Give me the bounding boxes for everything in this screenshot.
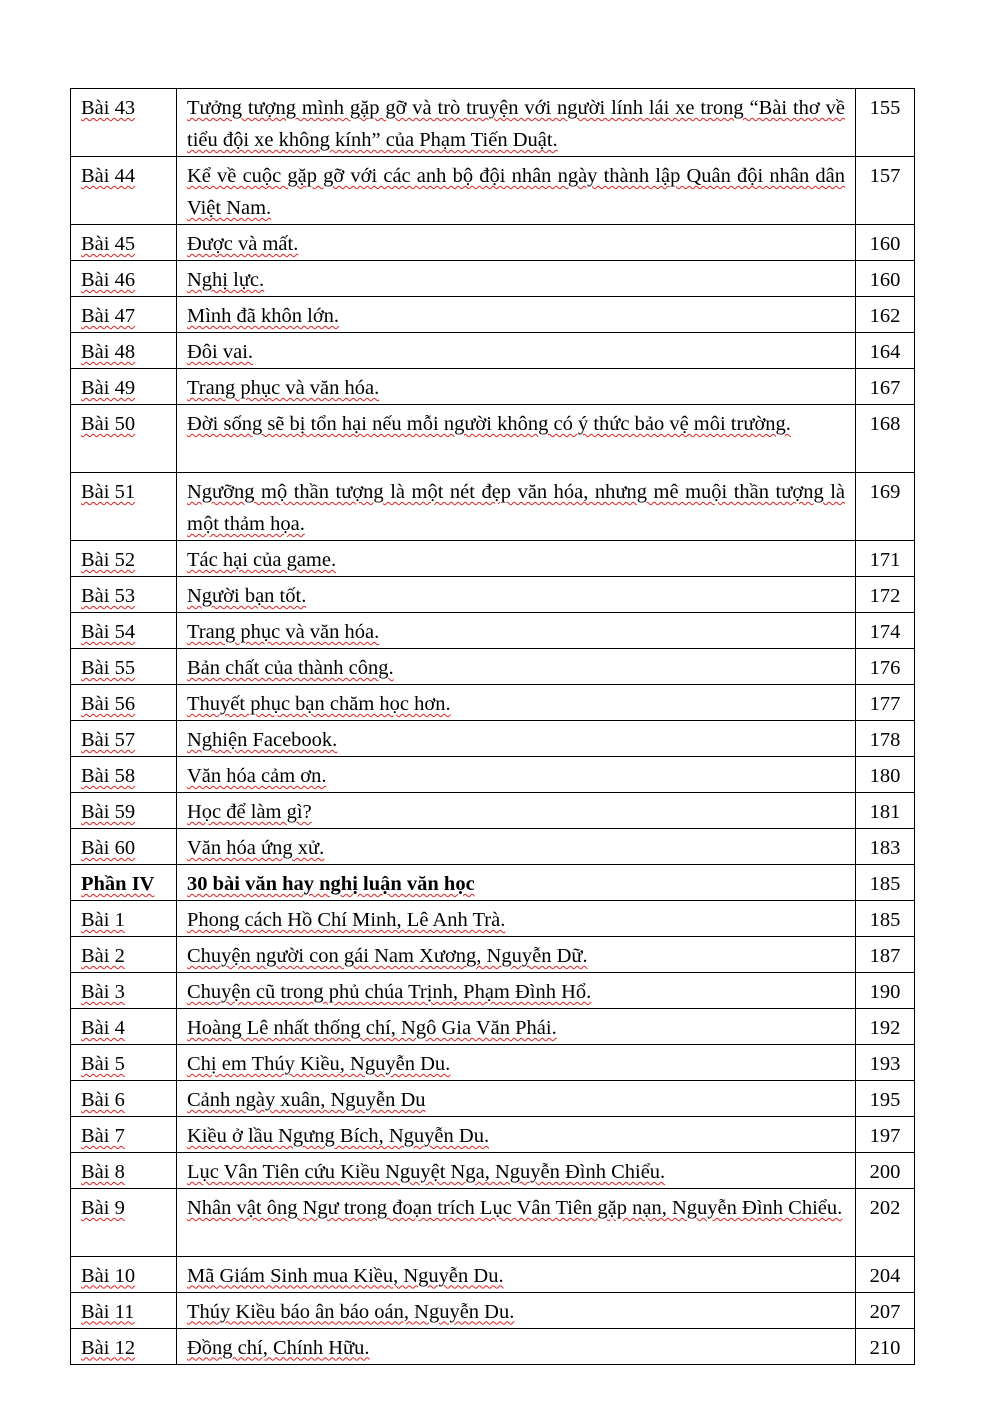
entry-page: 183 bbox=[869, 836, 901, 859]
table-row bbox=[71, 1292, 915, 1328]
entry-page-cell bbox=[856, 369, 915, 405]
table-row bbox=[71, 756, 915, 792]
entry-page-cell bbox=[856, 1328, 915, 1364]
entry-number-cell bbox=[71, 333, 177, 369]
entry-number-cell bbox=[71, 1080, 177, 1116]
entry-page-cell bbox=[856, 756, 915, 792]
entry-title-cell bbox=[177, 1008, 856, 1044]
entry-number-cell bbox=[71, 1292, 177, 1328]
entry-page: 192 bbox=[869, 1016, 901, 1039]
entry-number-cell bbox=[71, 540, 177, 576]
entry-title-cell bbox=[177, 369, 856, 405]
entry-title-cell bbox=[177, 648, 856, 684]
entry-title: Ngưỡng mộ thần tượng là một nét đẹp văn hóa, nhưng mê muội thần tượng là một thảm họa. bbox=[187, 480, 845, 535]
entry-page: 160 bbox=[869, 269, 901, 291]
entry-page: 168 bbox=[869, 413, 901, 435]
table-row bbox=[71, 720, 915, 756]
table-row bbox=[71, 828, 915, 864]
entry-page-cell bbox=[856, 684, 915, 720]
entry-number: Bài 56 bbox=[81, 692, 136, 715]
entry-title: Chị em Thúy Kiều, Nguyễn Du. bbox=[187, 1052, 451, 1075]
entry-title: Nghị lực. bbox=[187, 269, 265, 291]
table-row bbox=[71, 157, 915, 225]
entry-number: Bài 55 bbox=[81, 656, 136, 679]
entry-page-cell bbox=[856, 297, 915, 333]
entry-title-cell bbox=[177, 405, 856, 473]
table-row bbox=[71, 405, 915, 473]
entry-title-cell bbox=[177, 936, 856, 972]
entry-number-cell bbox=[71, 261, 177, 297]
entry-page: 190 bbox=[869, 980, 901, 1003]
entry-number-cell bbox=[71, 1116, 177, 1152]
entry-page-cell bbox=[856, 1080, 915, 1116]
entry-title: Mình đã khôn lớn. bbox=[187, 305, 340, 327]
entry-title-cell bbox=[177, 472, 856, 540]
entry-number: Bài 60 bbox=[81, 836, 136, 859]
entry-title-cell bbox=[177, 297, 856, 333]
entry-page-cell bbox=[856, 648, 915, 684]
entry-page-cell bbox=[856, 261, 915, 297]
entry-title: Lục Vân Tiên cứu Kiều Nguyệt Nga, Nguyễn Đình Chiểu. bbox=[187, 1160, 666, 1183]
entry-number: Bài 52 bbox=[81, 548, 136, 571]
table-row bbox=[71, 261, 915, 297]
entry-page-cell bbox=[856, 540, 915, 576]
entry-page: 174 bbox=[869, 620, 901, 643]
entry-page-cell bbox=[856, 720, 915, 756]
entry-title-cell bbox=[177, 864, 856, 900]
entry-number-cell bbox=[71, 828, 177, 864]
table-row bbox=[71, 936, 915, 972]
entry-title-cell bbox=[177, 1188, 856, 1256]
entry-number-cell bbox=[71, 1044, 177, 1080]
entry-page: 197 bbox=[869, 1124, 901, 1147]
entry-number-cell bbox=[71, 89, 177, 157]
entry-number: Phần IV bbox=[81, 872, 155, 895]
entry-number-cell bbox=[71, 864, 177, 900]
entry-number-cell bbox=[71, 936, 177, 972]
entry-number: Bài 49 bbox=[81, 377, 136, 399]
entry-page: 195 bbox=[869, 1088, 901, 1111]
entry-number: Bài 11 bbox=[81, 1300, 135, 1323]
table-row bbox=[71, 576, 915, 612]
entry-title-cell bbox=[177, 684, 856, 720]
entry-page: 167 bbox=[869, 377, 901, 399]
entry-number: Bài 45 bbox=[81, 233, 136, 255]
entry-number-cell bbox=[71, 972, 177, 1008]
entry-page: 200 bbox=[869, 1160, 901, 1183]
entry-page-cell bbox=[856, 405, 915, 473]
entry-title: Được và mất. bbox=[187, 233, 299, 255]
table-row bbox=[71, 684, 915, 720]
entry-page-cell bbox=[856, 576, 915, 612]
entry-number: Bài 44 bbox=[81, 165, 136, 187]
entry-page-cell bbox=[856, 1292, 915, 1328]
table-row bbox=[71, 972, 915, 1008]
entry-number-cell bbox=[71, 900, 177, 936]
entry-page: 162 bbox=[869, 305, 901, 327]
table-row bbox=[71, 1152, 915, 1188]
entry-number: Bài 1 bbox=[81, 908, 125, 931]
entry-page-cell bbox=[856, 828, 915, 864]
entry-page-cell bbox=[856, 972, 915, 1008]
table-row bbox=[71, 225, 915, 261]
entry-page-cell bbox=[856, 1188, 915, 1256]
entry-title-cell bbox=[177, 1080, 856, 1116]
entry-page: 169 bbox=[869, 480, 901, 503]
entry-number: Bài 12 bbox=[81, 1336, 136, 1359]
entry-number-cell bbox=[71, 684, 177, 720]
table-row bbox=[71, 1080, 915, 1116]
entry-page-cell bbox=[856, 1044, 915, 1080]
entry-number-cell bbox=[71, 225, 177, 261]
entry-number-cell bbox=[71, 576, 177, 612]
entry-title: Kể về cuộc gặp gỡ với các anh bộ đội nhân ngày thành lập Quân đội nhân dân Việt Nam. bbox=[187, 165, 845, 219]
entry-title: Bản chất của thành công. bbox=[187, 656, 394, 679]
entry-page: 187 bbox=[869, 944, 901, 967]
entry-page-cell bbox=[856, 89, 915, 157]
entry-number: Bài 9 bbox=[81, 1196, 125, 1219]
entry-title: 30 bài văn hay nghị luận văn học bbox=[187, 872, 475, 895]
entry-page-cell bbox=[856, 225, 915, 261]
entry-number-cell bbox=[71, 405, 177, 473]
entry-number-cell bbox=[71, 297, 177, 333]
entry-number: Bài 4 bbox=[81, 1016, 125, 1039]
entry-title: Mã Giám Sinh mua Kiều, Nguyễn Du. bbox=[187, 1264, 504, 1287]
entry-title: Đời sống sẽ bị tổn hại nếu mỗi người không có ý thức bảo vệ môi trường. bbox=[187, 413, 791, 435]
entry-page: 157 bbox=[869, 165, 901, 187]
entry-page: 185 bbox=[869, 908, 901, 931]
entry-number-cell bbox=[71, 1008, 177, 1044]
table-row bbox=[71, 792, 915, 828]
entry-page: 177 bbox=[869, 692, 901, 715]
entry-page-cell bbox=[856, 333, 915, 369]
entry-page: 172 bbox=[869, 584, 901, 607]
table-row bbox=[71, 89, 915, 157]
entry-title-cell bbox=[177, 540, 856, 576]
entry-title-cell bbox=[177, 261, 856, 297]
entry-page: 180 bbox=[869, 764, 901, 787]
entry-title: Đồng chí, Chính Hữu. bbox=[187, 1336, 370, 1359]
table-row bbox=[71, 540, 915, 576]
entry-number: Bài 3 bbox=[81, 980, 125, 1003]
entry-title: Văn hóa ứng xử. bbox=[187, 836, 325, 859]
entry-title: Thúy Kiều báo ân báo oán, Nguyễn Du. bbox=[187, 1300, 515, 1323]
entry-title-cell bbox=[177, 612, 856, 648]
entry-title: Tưởng tượng mình gặp gỡ và trò truyện với người lính lái xe trong “Bài thơ về tiểu đội xe không kính” của Phạm Tiến Duật. bbox=[187, 97, 845, 151]
entry-number-cell bbox=[71, 1152, 177, 1188]
table-row bbox=[71, 1116, 915, 1152]
entry-number: Bài 50 bbox=[81, 413, 136, 435]
entry-page-cell bbox=[856, 157, 915, 225]
entry-title: Học để làm gì? bbox=[187, 800, 312, 823]
entry-title-cell bbox=[177, 1044, 856, 1080]
entry-title: Tác hại của game. bbox=[187, 548, 337, 571]
entry-title-cell bbox=[177, 900, 856, 936]
entry-number: Bài 59 bbox=[81, 800, 136, 823]
entry-page: 178 bbox=[869, 728, 901, 751]
section-row bbox=[71, 864, 915, 900]
table-row bbox=[71, 297, 915, 333]
entry-title-cell bbox=[177, 225, 856, 261]
entry-number: Bài 54 bbox=[81, 620, 136, 643]
entry-number-cell bbox=[71, 756, 177, 792]
entry-title: Trang phục và văn hóa. bbox=[187, 377, 380, 399]
table-row bbox=[71, 1256, 915, 1292]
table-row bbox=[71, 472, 915, 540]
entry-page: 202 bbox=[869, 1196, 901, 1219]
entry-page: 181 bbox=[869, 800, 901, 823]
entry-title-cell bbox=[177, 792, 856, 828]
entry-page: 155 bbox=[869, 97, 901, 119]
entry-title: Chuyện người con gái Nam Xương, Nguyễn Dữ. bbox=[187, 944, 588, 967]
entry-title: Người bạn tốt. bbox=[187, 584, 307, 607]
entry-title-cell bbox=[177, 720, 856, 756]
entry-number: Bài 46 bbox=[81, 269, 136, 291]
entry-title: Hoàng Lê nhất thống chí, Ngô Gia Văn Phái. bbox=[187, 1016, 557, 1039]
entry-page-cell bbox=[856, 900, 915, 936]
entry-number-cell bbox=[71, 369, 177, 405]
entry-title-cell bbox=[177, 1152, 856, 1188]
entry-title-cell bbox=[177, 333, 856, 369]
entry-number: Bài 51 bbox=[81, 480, 136, 503]
table-of-contents bbox=[70, 88, 915, 1365]
entry-title-cell bbox=[177, 576, 856, 612]
entry-number: Bài 6 bbox=[81, 1088, 125, 1111]
entry-page-cell bbox=[856, 612, 915, 648]
entry-title: Nghiện Facebook. bbox=[187, 728, 338, 751]
entry-page-cell bbox=[856, 1256, 915, 1292]
entry-title: Trang phục và văn hóa. bbox=[187, 620, 380, 643]
entry-title: Kiều ở lầu Ngưng Bích, Nguyễn Du. bbox=[187, 1124, 490, 1147]
entry-number-cell bbox=[71, 157, 177, 225]
entry-number: Bài 7 bbox=[81, 1124, 125, 1147]
table-row bbox=[71, 1044, 915, 1080]
table-row bbox=[71, 612, 915, 648]
entry-number-cell bbox=[71, 720, 177, 756]
table-row bbox=[71, 900, 915, 936]
entry-title-cell bbox=[177, 1256, 856, 1292]
table-row bbox=[71, 1008, 915, 1044]
entry-page: 210 bbox=[869, 1336, 901, 1359]
entry-title-cell bbox=[177, 1116, 856, 1152]
entry-number: Bài 48 bbox=[81, 341, 136, 363]
entry-title: Nhân vật ông Ngư trong đoạn trích Lục Vân Tiên gặp nạn, Nguyễn Đình Chiểu. bbox=[187, 1196, 843, 1219]
entry-page: 207 bbox=[869, 1300, 901, 1323]
entry-title-cell bbox=[177, 1328, 856, 1364]
entry-page-cell bbox=[856, 1116, 915, 1152]
entry-title-cell bbox=[177, 157, 856, 225]
table-row bbox=[71, 333, 915, 369]
entry-number: Bài 57 bbox=[81, 728, 136, 751]
entry-number: Bài 58 bbox=[81, 764, 136, 787]
entry-number-cell bbox=[71, 472, 177, 540]
entry-title-cell bbox=[177, 972, 856, 1008]
entry-page: 176 bbox=[869, 656, 901, 679]
entry-number-cell bbox=[71, 648, 177, 684]
entry-number: Bài 2 bbox=[81, 944, 125, 967]
entry-number-cell bbox=[71, 1188, 177, 1256]
entry-number: Bài 43 bbox=[81, 97, 136, 119]
entry-number: Bài 10 bbox=[81, 1264, 136, 1287]
entry-page-cell bbox=[856, 1008, 915, 1044]
entry-title-cell bbox=[177, 1292, 856, 1328]
entry-page: 185 bbox=[869, 872, 901, 895]
table-row bbox=[71, 1328, 915, 1364]
entry-page-cell bbox=[856, 472, 915, 540]
entry-page-cell bbox=[856, 936, 915, 972]
entry-number-cell bbox=[71, 612, 177, 648]
entry-number: Bài 5 bbox=[81, 1052, 125, 1075]
entry-page-cell bbox=[856, 792, 915, 828]
entry-number: Bài 47 bbox=[81, 305, 136, 327]
entry-number: Bài 8 bbox=[81, 1160, 125, 1183]
entry-page: 164 bbox=[869, 341, 901, 363]
entry-title: Thuyết phục bạn chăm học hơn. bbox=[187, 692, 451, 715]
entry-title-cell bbox=[177, 89, 856, 157]
table-row bbox=[71, 648, 915, 684]
entry-page: 171 bbox=[869, 548, 901, 571]
entry-number: Bài 53 bbox=[81, 584, 136, 607]
entry-number-cell bbox=[71, 1328, 177, 1364]
table-row bbox=[71, 369, 915, 405]
entry-title-cell bbox=[177, 756, 856, 792]
entry-number-cell bbox=[71, 1256, 177, 1292]
entry-title: Đôi vai. bbox=[187, 341, 254, 363]
entry-title: Cảnh ngày xuân, Nguyễn Du bbox=[187, 1088, 426, 1111]
entry-page: 204 bbox=[869, 1264, 901, 1287]
entry-number-cell bbox=[71, 792, 177, 828]
table-row bbox=[71, 1188, 915, 1256]
entry-page: 160 bbox=[869, 233, 901, 255]
entry-title: Văn hóa cảm ơn. bbox=[187, 764, 327, 787]
entry-title: Chuyện cũ trong phủ chúa Trịnh, Phạm Đình Hổ. bbox=[187, 980, 592, 1003]
entry-page: 193 bbox=[869, 1052, 901, 1075]
entry-page-cell bbox=[856, 1152, 915, 1188]
entry-title-cell bbox=[177, 828, 856, 864]
entry-page-cell bbox=[856, 864, 915, 900]
entry-title: Phong cách Hồ Chí Minh, Lê Anh Trà. bbox=[187, 908, 506, 931]
